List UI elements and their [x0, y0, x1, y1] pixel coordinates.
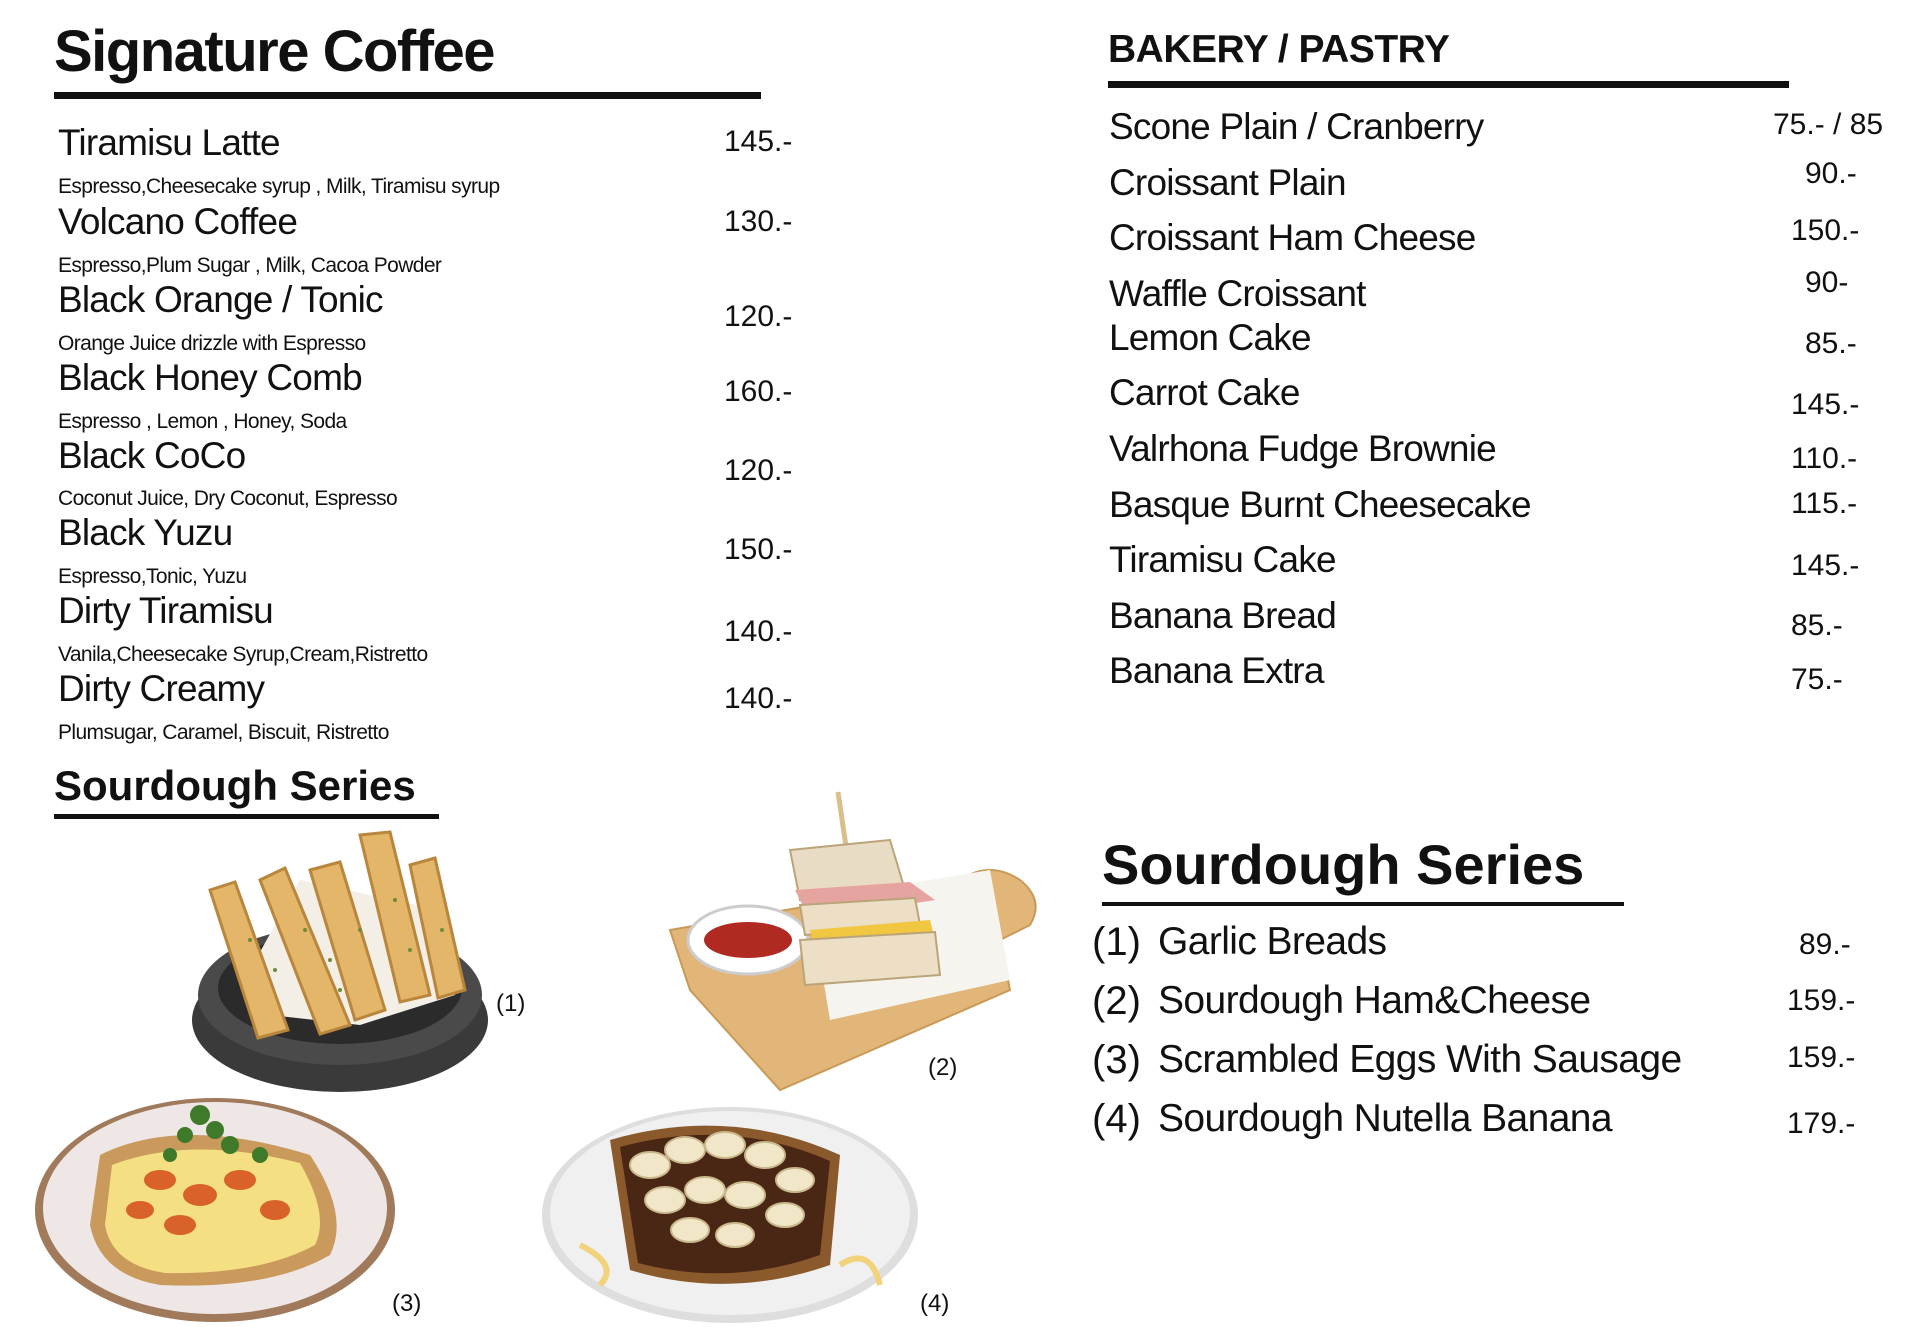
coffee-item-name: Dirty Creamy [58, 668, 265, 709]
sourdough-item-price: 179.- [1787, 1107, 1856, 1140]
bakery-item-price: 145.- [1791, 549, 1860, 582]
sourdough-item-price: 89.- [1799, 928, 1851, 961]
sourdough-photos-underline [54, 814, 439, 819]
garlic-bread-photo [180, 820, 500, 1100]
coffee-item-name: Black Orange / Tonic [58, 279, 383, 320]
bakery-item-name: Carrot Cake [1109, 372, 1300, 413]
sourdough-photos-title: Sourdough Series [54, 762, 416, 809]
sourdough-item-number: (1) [1092, 920, 1141, 964]
sourdough-item-number: (3) [1092, 1038, 1141, 1082]
coffee-item-name: Black CoCo [58, 435, 246, 476]
coffee-item-desc: Orange Juice drizzle with Espresso [58, 332, 366, 355]
photo-label: (3) [392, 1290, 422, 1317]
bakery-item-name: Croissant Ham Cheese [1109, 217, 1476, 258]
sourdough-menu-underline [1102, 902, 1624, 906]
sourdough-item-name: Garlic Breads [1158, 920, 1387, 963]
coffee-item-name: Dirty Tiramisu [58, 590, 273, 631]
bakery-item-price: 145.- [1791, 388, 1860, 421]
bakery-item-price: 115.- [1791, 487, 1858, 520]
coffee-item-price: 150.- [724, 533, 793, 566]
sourdough-item-number: (4) [1092, 1097, 1141, 1141]
bakery-item-price: 85.- [1805, 327, 1857, 360]
bakery-item-price: 110.- [1791, 442, 1858, 475]
sourdough-item-name: Sourdough Ham&Cheese [1158, 979, 1591, 1022]
bakery-title: BAKERY / PASTRY [1108, 28, 1450, 71]
coffee-item-desc: Coconut Juice, Dry Coconut, Espresso [58, 487, 398, 510]
coffee-item-desc: Espresso,Tonic, Yuzu [58, 565, 247, 588]
coffee-item-desc: Espresso , Lemon , Honey, Soda [58, 410, 347, 433]
ham-cheese-sandwich-photo [660, 790, 1050, 1090]
bakery-item-name: Tiramisu Cake [1109, 539, 1336, 580]
photo-label: (1) [496, 990, 526, 1017]
sourdough-item-price: 159.- [1787, 1041, 1856, 1074]
bakery-item-price: 90.- [1805, 157, 1857, 190]
signature-coffee-title: Signature Coffee [54, 19, 495, 84]
coffee-item-name: Tiramisu Latte [58, 122, 280, 163]
bakery-item-name: Scone Plain / Cranberry [1109, 106, 1484, 147]
bakery-item-price: 85.- [1791, 609, 1843, 642]
sourdough-item-name: Sourdough Nutella Banana [1158, 1097, 1612, 1140]
coffee-item-name: Volcano Coffee [58, 201, 298, 242]
bakery-item-name: Valrhona Fudge Brownie [1109, 428, 1496, 469]
bakery-underline [1108, 81, 1789, 88]
signature-coffee-underline [54, 92, 761, 99]
sourdough-item-price: 159.- [1787, 984, 1856, 1017]
photo-label: (4) [920, 1290, 950, 1317]
coffee-item-desc: Espresso,Cheesecake syrup , Milk, Tiramisu syrup [58, 175, 500, 198]
coffee-item-price: 140.- [724, 615, 793, 648]
scrambled-eggs-photo [30, 1085, 400, 1325]
coffee-item-price: 130.- [724, 205, 793, 238]
coffee-item-name: Black Yuzu [58, 512, 233, 553]
bakery-item-name: Croissant Plain [1109, 162, 1346, 203]
bakery-item-price: 75.- [1791, 663, 1843, 696]
coffee-item-desc: Plumsugar, Caramel, Biscuit, Ristretto [58, 721, 389, 744]
bakery-item-price: 150.- [1791, 214, 1860, 247]
bakery-item-price: 90- [1805, 266, 1849, 299]
coffee-item-price: 160.- [724, 375, 793, 408]
bakery-item-name: Basque Burnt Cheesecake [1109, 484, 1531, 525]
bakery-item-name: Waffle Croissant [1109, 273, 1366, 314]
bakery-item-price: 75.- / 85 [1773, 108, 1884, 141]
sourdough-item-name: Scrambled Eggs With Sausage [1158, 1038, 1682, 1081]
sourdough-menu-title: Sourdough Series [1102, 833, 1585, 896]
nutella-banana-photo [540, 1095, 920, 1325]
bakery-item-name: Banana Extra [1109, 650, 1324, 691]
coffee-item-name: Black Honey Comb [58, 357, 362, 398]
coffee-item-price: 145.- [724, 125, 793, 158]
coffee-item-price: 120.- [724, 300, 793, 333]
coffee-item-desc: Vanila,Cheesecake Syrup,Cream,Ristretto [58, 643, 428, 666]
bakery-item-name: Banana Bread [1109, 595, 1336, 636]
coffee-item-desc: Espresso,Plum Sugar , Milk, Cacoa Powder [58, 254, 442, 277]
sourdough-item-number: (2) [1092, 979, 1141, 1023]
coffee-item-price: 140.- [724, 682, 793, 715]
bakery-item-name: Lemon Cake [1109, 317, 1311, 358]
coffee-item-price: 120.- [724, 454, 793, 487]
photo-label: (2) [928, 1054, 958, 1081]
